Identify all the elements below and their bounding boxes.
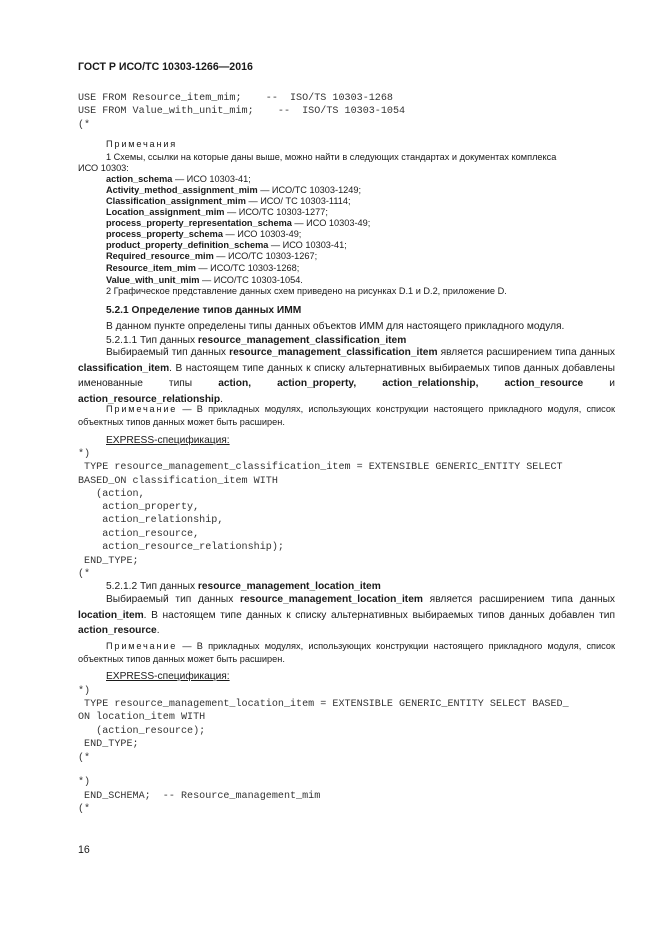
note-paragraph: Примечание — В прикладных модулях, использующих конструкции настоящего прикладного модуля, список объектных типов данных может быть расширен. (78, 404, 615, 427)
schema-reference: Location_assignment_mim — ИСО/ТС 10303-1277; (106, 207, 328, 217)
subsection-paragraph: Выбираемый тип данных resource_management_classification_item является расширением типа данных classification_item. В настоящем типе данных к списку альтернативных выбираемых типов данных добавлены именованные типы action, action_property, action_relationship, action_resource и action_resource_relationship. (78, 347, 615, 406)
code-line: (* (78, 569, 91, 580)
code-line: *) (78, 449, 91, 460)
schema-reference: action_schema — ИСО 10303-41; (106, 174, 251, 184)
schema-reference: process_property_schema — ИСО 10303-49; (106, 229, 302, 239)
code-line: *) (78, 777, 91, 788)
subsection-heading: 5.2.1.2 Тип данных resource_management_location_item (106, 581, 381, 592)
code-line: USE FROM Resource_item_mim; -- ISO/TS 10303-1268 (78, 93, 393, 104)
page-number: 16 (78, 844, 90, 856)
note-paragraph: Примечание — В прикладных модулях, использующих конструкции настоящего прикладного модуля, список объектных типов данных может быть расширен. (78, 641, 615, 664)
code-line: action_resource, (78, 529, 200, 540)
code-line: action_resource_relationship); (78, 542, 284, 553)
express-label: EXPRESS-спецификация: (106, 671, 230, 682)
code-line: (* (78, 804, 91, 815)
notes-heading: Примечания (106, 139, 178, 149)
code-line: (* (78, 120, 91, 131)
schema-reference: Classification_assignment_mim — ИСО/ ТС 10303-1114; (106, 196, 351, 206)
code-line: *) (78, 686, 91, 697)
schema-reference: product_property_definition_schema — ИСО 10303-41; (106, 240, 347, 250)
note-item-1-continuation: ИСО 10303: (78, 163, 129, 173)
code-line: END_TYPE; (78, 556, 139, 567)
express-label: EXPRESS-спецификация: (106, 435, 230, 446)
document-header: ГОСТ Р ИСО/ТС 10303-1266—2016 (78, 61, 253, 73)
code-line: (action_resource); (78, 726, 206, 737)
note-item-1: 1 Схемы, ссылки на которые даны выше, можно найти в следующих стандартах и документах комплекса (106, 152, 557, 162)
schema-reference: Resource_item_mim — ИСО/ТС 10303-1268; (106, 263, 300, 273)
subsection-heading: 5.2.1.1 Тип данных resource_management_classification_item (106, 335, 407, 346)
schema-reference: Required_resource_mim — ИСО/ТС 10303-1267; (106, 251, 318, 261)
code-line: END_SCHEMA; -- Resource_management_mim (78, 791, 321, 802)
schema-reference: Value_with_unit_mim — ИСО/ТС 10303-1054. (106, 275, 303, 285)
code-line: TYPE resource_management_location_item = EXTENSIBLE GENERIC_ENTITY SELECT BASED_ (78, 699, 569, 710)
code-line: ON location_item WITH (78, 712, 206, 723)
section-heading: 5.2.1 Определение типов данных ИММ (106, 305, 302, 316)
code-line: TYPE resource_management_classification_item = EXTENSIBLE GENERIC_ENTITY SELECT (78, 462, 563, 473)
schema-reference: Activity_method_assignment_mim — ИСО/ТС 10303-1249; (106, 185, 362, 195)
code-line: (* (78, 753, 91, 764)
code-line: BASED_ON classification_item WITH (78, 476, 278, 487)
schema-reference: process_property_representation_schema — ИСО 10303-49; (106, 218, 371, 228)
subsection-paragraph: Выбираемый тип данных resource_management_location_item является расширением типа данных location_item. В настоящем типе данных к списку альтернативных выбираемых типов данных добавлен тип action_resource. (78, 594, 615, 637)
section-intro: В данном пункте определены типы данных объектов ИММ для настоящего прикладного модуля. (106, 321, 565, 332)
code-line: action_property, (78, 502, 200, 513)
code-line: END_TYPE; (78, 739, 139, 750)
code-line: action_relationship, (78, 515, 224, 526)
note-item-2: 2 Графическое представление данных схем приведено на рисунках D.1 и D.2, приложение D. (106, 286, 507, 296)
code-line: (action, (78, 489, 145, 500)
code-line: USE FROM Value_with_unit_mim; -- ISO/TS 10303-1054 (78, 106, 406, 117)
